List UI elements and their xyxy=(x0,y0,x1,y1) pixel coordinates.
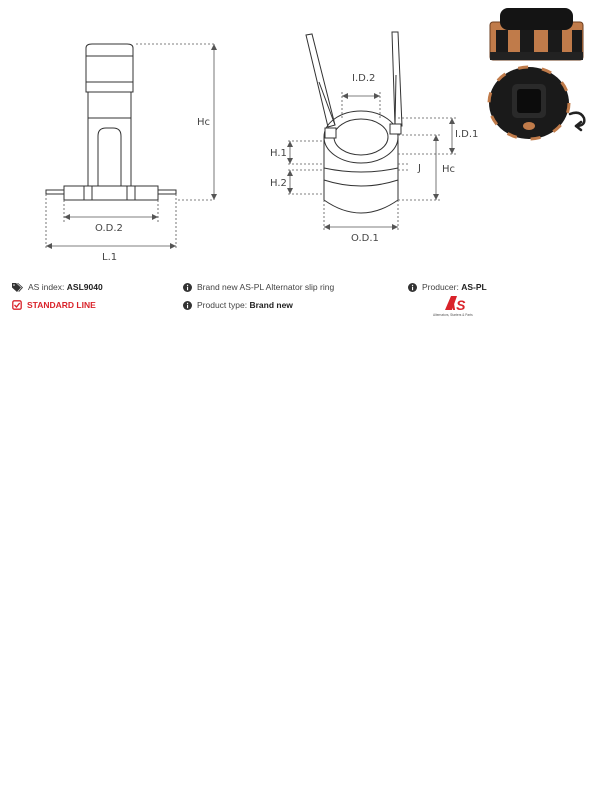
h2-label: H.2 xyxy=(270,178,287,189)
logo-mark: AS xyxy=(446,297,466,313)
info-circle-icon xyxy=(183,301,192,310)
j-label: J xyxy=(418,163,421,174)
iso-view-dimensions xyxy=(288,92,456,230)
logo-tagline: Alternators, Starters & Parts xyxy=(433,313,473,317)
as-index-value: ASL9040 xyxy=(66,282,103,292)
hc-label-right: Hc xyxy=(442,164,456,175)
info-circle-icon xyxy=(408,283,417,292)
producer-label: Producer: xyxy=(422,282,459,292)
product-description xyxy=(183,282,334,292)
side-view xyxy=(46,44,176,200)
standard-line-badge xyxy=(12,300,96,310)
hc-label-left: Hc xyxy=(197,117,211,128)
product-type xyxy=(183,300,293,310)
producer xyxy=(408,282,487,292)
as-index xyxy=(12,282,103,292)
od1-label: O.D.1 xyxy=(351,233,379,244)
iso-view xyxy=(306,32,402,213)
technical-drawing xyxy=(0,0,591,270)
h1-label: H.1 xyxy=(270,148,287,159)
producer-value: AS-PL xyxy=(461,282,487,292)
side-view-dimensions xyxy=(46,44,214,250)
description-text: Brand new AS-PL Alternator slip ring xyxy=(197,282,335,292)
product-photo-side xyxy=(490,8,583,60)
product-type-label: Product type: xyxy=(197,300,248,310)
info-circle-icon xyxy=(183,283,192,292)
check-square-icon xyxy=(12,300,22,310)
as-pl-logo xyxy=(431,294,481,318)
id1-label: I.D.1 xyxy=(455,129,479,140)
id2-label: I.D.2 xyxy=(352,73,376,84)
iso-view-arrows xyxy=(287,93,455,230)
l1-label: L.1 xyxy=(102,252,118,263)
product-type-value: Brand new xyxy=(249,300,293,310)
tags-icon xyxy=(12,283,23,292)
product-photo-top xyxy=(489,67,569,139)
rotate-arrow-icon xyxy=(570,113,584,130)
standard-line-text: STANDARD LINE xyxy=(27,300,96,310)
od2-label: O.D.2 xyxy=(95,223,123,234)
as-index-label: AS index: xyxy=(28,282,65,292)
